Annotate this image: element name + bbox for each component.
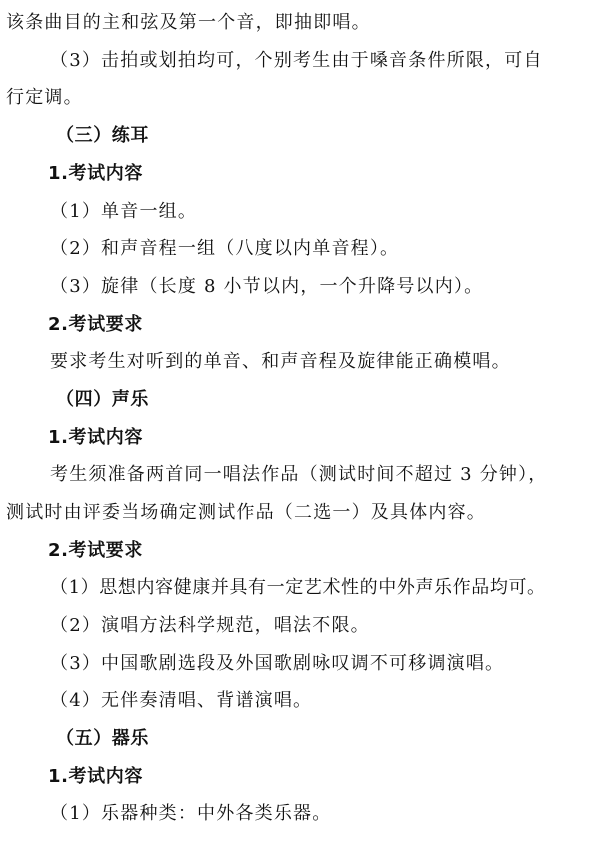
list-item: （2）和声音程一组（八度以内单音程）。 [50,238,400,259]
subsection-heading: 2.考试要求 [48,540,143,561]
subsection-heading: 1.考试内容 [48,427,143,448]
list-item: （1）乐器种类：中外各类乐器。 [50,803,332,824]
list-item: （1）思想内容健康并具有一定艺术性的中外声乐作品均可。 [50,577,546,598]
section-heading: （五）器乐 [56,728,149,749]
list-item: （2）演唱方法科学规范，唱法不限。 [50,615,370,636]
paragraph-line: 该条曲目的主和弦及第一个音，即抽即唱。 [6,12,371,33]
list-item: （3）击拍或划拍均可，个别考生由于嗓音条件所限，可自 [50,50,543,71]
list-item: （3）旋律（长度 8 小节以内，一个升降号以内）。 [50,276,484,297]
subsection-heading: 1.考试内容 [48,766,143,787]
paragraph-line: 考生须准备两首同一唱法作品（测试时间不超过 3 分钟）， [50,464,548,485]
section-heading: （三）练耳 [56,125,149,146]
subsection-heading: 2.考试要求 [48,314,143,335]
list-item: （4）无伴奏清唱、背谱演唱。 [50,690,313,711]
paragraph-line: 行定调。 [6,87,83,108]
list-item: （3）中国歌剧选段及外国歌剧咏叹调不可移调演唱。 [50,653,505,674]
subsection-heading: 1.考试内容 [48,163,143,184]
paragraph-line: 要求考生对听到的单音、和声音程及旋律能正确模唱。 [50,351,511,372]
list-item: （1）单音一组。 [50,201,198,222]
section-heading: （四）声乐 [56,389,149,410]
paragraph-line: 测试时由评委当场确定测试作品（二选一）及具体内容。 [6,502,486,523]
